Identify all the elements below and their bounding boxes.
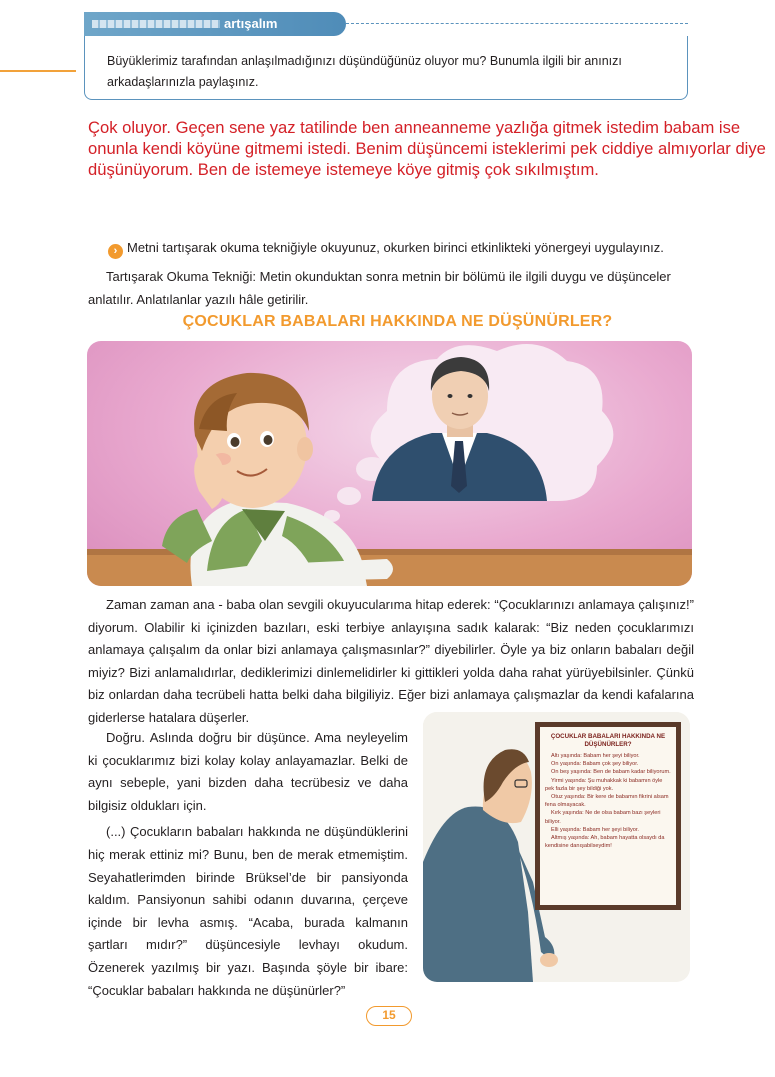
section-tab-header (84, 12, 346, 36)
page-number: 15 (366, 1006, 412, 1026)
sign-line: On beş yaşında: Ben de babam kadar biliyorum. (551, 769, 671, 776)
handwritten-answer: Çok oluyor. Geçen sene yaz tatilinde ben anneanneme yazlığa gitmek istedim babam ise onunla kendi köyüne gitmemi istedi. Benim düşüncemi isteklerimi pek ciddiye almıyorlar diye düşünüyorum. Ben de istemeye istemeye köye gitmiş çok sıkılmıştım. (88, 118, 766, 179)
story-title: ÇOCUKLAR BABALARI HAKKINDA NE DÜŞÜNÜRLER? (182, 313, 613, 330)
margin-accent-rule (0, 70, 76, 72)
reading-instruction (108, 239, 708, 259)
sign-line: Kırk yaşında: Ne de olsa babam bazı şeyleri biliyor. (545, 810, 661, 825)
boy-thinking-drawing (87, 341, 692, 586)
sign-line: Elli yaşında: Babam her şeyi biliyor. (551, 826, 639, 833)
discussion-question-text: Büyüklerimiz tarafından anlaşılmadığınızı düşündüğünüz oluyor mu? Bunumla ilgili bir anınızı arkadaşlarınızla paylaşınız. (107, 54, 622, 89)
story-paragraph-1 (88, 594, 694, 730)
story-column (88, 727, 408, 1002)
boy-thinking-illustration (87, 341, 692, 586)
story-paragraph-1-text: Zaman zaman ana - baba olan sevgili okuyucularıma hitap ederek: “Çocuklarınızı anlamaya çalışınız!” diyorum. Olabilir ki içinizden bazıları, eski terbiye anlayışına sadık kalarak: “Biz neden çocuklarımızı anlamaya çalışalım da onlar bizi anlamaya çalışmasınlar?” diyebilirler. Öyle ya biz onların babaları değil miyiz? Bizi anlamalıdırlar, dediklerimizi dinlemelidirler ki gittikleri yolda daha rahat yürüyebilsinler. Çünkü biz onlardan daha tecrübeli hatta belki daha bilgiliyiz. Eğer bizi anlamaya çalışmazlar da kendi kafalarına giderlerse hatalara düşerler. (88, 597, 694, 725)
sign-line: Yirmi yaşında: Şu muhakkak ki babamın öyle pek fazla bir şey bildiği yok. (545, 777, 663, 792)
sign-line: Altı yaşında: Babam her şeyi biliyor. (551, 753, 640, 759)
header-dashed-divider (346, 23, 688, 24)
story-paragraph-3: (...) Çocukların babaları hakkında ne düşündüklerini hiç merak ettiniz mi? Bunu, ben de merak etmemiştim. Seyahatlerimden birinde Brüksel’de bir pansiyonda kaldım. Pansiyonun sahibi odanın duvarına, çerçeve içinde bir levha asmış. “Acaba, burada kalmanın şartları mıdır?” düşüncesiyle levhayı okudum. Özenerek yazılmış bir yazı. Başında şöyle bir ibare: “Çocuklar babaları hakkında ne düşünürler?” (88, 824, 408, 998)
framed-sign (535, 722, 681, 910)
instruction-text: Metni tartışarak okuma tekniğiyle okuyunuz, okurken birinci etkinlikteki yönergeyi uygulayınız. (127, 240, 664, 255)
header-obscured-text (92, 20, 220, 28)
man-reading-sign-illustration (423, 712, 690, 982)
sign-line: Otuz yaşında: Bir kere de babamın fikrini alsam fena olmayacak. (545, 794, 669, 809)
story-paragraph-2: Doğru. Aslında doğru bir düşünce. Ama neyleyelim ki çocuklarımız bizi kolay kolay anlayamazlar. Belki de aynı sebeple, yani bizden daha tecrübesiz ve daha bilgisiz oldukları için. (88, 730, 408, 813)
arrow-right-icon: › (108, 244, 123, 259)
technique-description: Tartışarak Okuma Tekniği: Metin okunduktan sonra metnin bir bölümü ile ilgili duygu ve düşünceler anlatılır. Anlatılanlar yazılı hâle getirilir. (88, 269, 671, 307)
sign-title: ÇOCUKLAR BABALARI HAKKINDA NE DÜŞÜNÜRLER? (550, 733, 666, 748)
section-tab-title: artışalım (224, 16, 278, 31)
sign-line: Altmış yaşında: Ah, babam hayatta olsaydı da kendisine danışabilseydim! (545, 835, 665, 850)
discussion-question-box (84, 36, 688, 100)
sign-line: On yaşında: Babam çok şey biliyor. (551, 761, 639, 768)
